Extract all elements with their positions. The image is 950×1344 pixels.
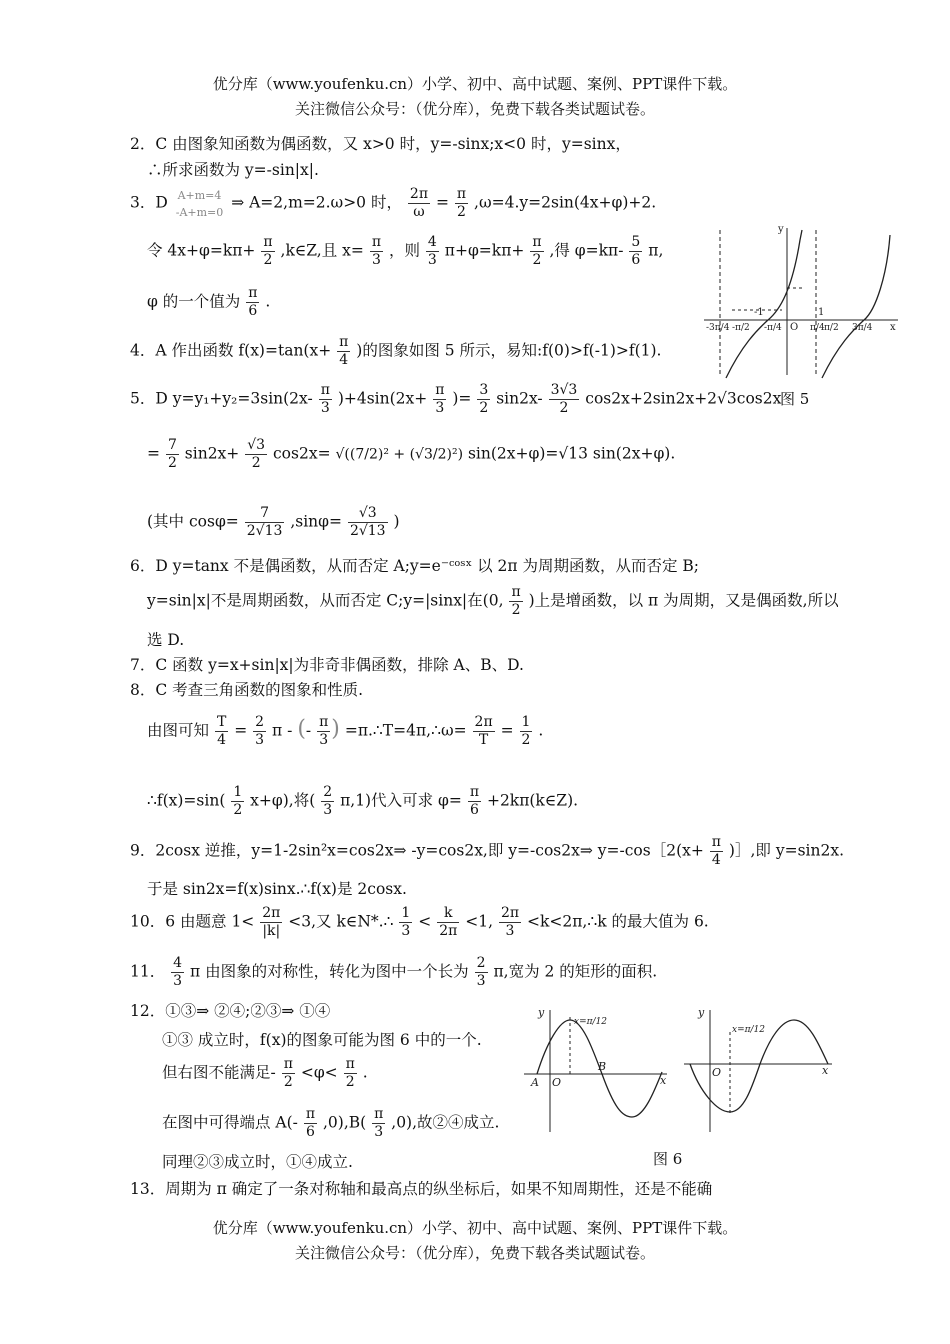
fraction: $\frac{2\pi}{\omega}$ <box>409 186 429 220</box>
figure-6-left-graph <box>522 1002 672 1137</box>
fraction: $\frac{√3}{2}$ <box>247 437 266 471</box>
fraction: $\frac{\pi}{2}$ <box>283 1056 293 1090</box>
fraction: $\frac{1}{2}$ <box>521 714 531 748</box>
answer-7: 7．C 函数 y=x+sin|x|为非奇非偶函数，排除 A、B、D. <box>130 656 524 674</box>
figure-6-right-graph <box>682 1002 837 1137</box>
fraction: $\frac{\pi}{2}$ <box>263 234 273 268</box>
answer-10: 10．6 由题意 1< $\frac{2\pi}{|k|}$ <3,又 k∈N*.∴ $\frac{1}{3}$ < $\frac{k}{2\pi}$ <1, $\frac{2\pi}{3}$ <k<2π,∴k 的最大值为 6. <box>130 905 709 939</box>
fraction: $\frac{4}{3}$ <box>173 955 183 989</box>
fraction: $\frac{\pi}{3}$ <box>374 1106 384 1140</box>
fraction: $\frac{\pi}{3}$ <box>319 714 329 748</box>
answer-9-line-2: 于是 sin2x=f(x)sinx.∴f(x)是 2cosx. <box>147 880 407 898</box>
fraction: $\frac{\pi}{2}$ <box>511 584 521 618</box>
tick-minus-pi4: -π/4 <box>764 323 782 333</box>
fraction: $\frac{\pi}{3}$ <box>371 234 382 268</box>
fraction: $\frac{\pi}{2}$ <box>532 234 542 268</box>
x-axis-label: x <box>822 1064 829 1077</box>
tick-pi2: π/2 <box>824 323 839 333</box>
answer-12-line-5: 同理②③成立时，①④成立. <box>162 1153 353 1171</box>
tick-pi4: π/4 <box>810 323 825 333</box>
answer-8-line-3: ∴f(x)=sin( $\frac{1}{2}$ x+φ),将( $\frac{2}{3}$ π,1)代入可求 φ= $\frac{\pi}{6}$ +2kπ(k∈Z). <box>147 784 579 818</box>
fraction: $\frac{2}{3}$ <box>476 955 486 989</box>
y-axis-label: y <box>698 1006 705 1019</box>
fraction: $\frac{5}{6}$ <box>631 234 641 268</box>
fraction: $\frac{2}{3}$ <box>323 784 333 818</box>
figure-6-caption: 图 6 <box>653 1150 683 1168</box>
fraction: $\frac{T}{4}$ <box>216 714 227 748</box>
tick-3pi4: 3π/4 <box>852 323 873 333</box>
y-axis-label: y <box>778 224 784 235</box>
fraction: $\frac{3}{2}$ <box>479 382 489 416</box>
fraction: $\frac{\pi}{3}$ <box>320 382 330 416</box>
fraction: $\frac{1}{2}$ <box>233 784 243 818</box>
fraction: $\frac{2\pi}{3}$ <box>500 905 520 939</box>
tick-minus-3pi4: -3π/4 <box>706 323 730 333</box>
fraction: $\frac{2\pi}{T}$ <box>474 714 493 748</box>
answer-3-line-3: φ 的一个值为 $\frac{\pi}{6}$ . <box>147 285 271 319</box>
symmetry-line-label: x=π/12 <box>732 1025 766 1035</box>
answer-12-line-2: ①③ 成立时，f(x)的图象可能为图 6 中的一个. <box>162 1031 482 1049</box>
footer-line-2: 关注微信公众号：（优分库），免费下载各类试题试卷。 <box>294 1244 655 1262</box>
fraction: $\frac{k}{2\pi}$ <box>439 905 458 939</box>
fraction: $\frac{\pi}{6}$ <box>305 1106 316 1140</box>
answer-12-line-1: 12．①③⇒ ②④;②③⇒ ①④ <box>130 1002 331 1020</box>
answer-2-line-1: 2．C 由图象知函数为偶函数，又 x>0 时，y=-sinx;x<0 时，y=sinx， <box>130 135 631 153</box>
fraction: $\frac{√3}{2√13}$ <box>349 505 386 539</box>
answer-2-line-2: ∴所求函数为 y=-sin|x|. <box>147 161 319 179</box>
x-axis-label: x <box>890 322 896 333</box>
footer-line-1: 优分库（www.youfenku.cn）小学、初中、高中试题、案例、PPT课件下载。 <box>212 1219 738 1237</box>
answer-8: 8．C 考查三角函数的图象和性质. <box>130 681 364 699</box>
fraction: $\frac{\pi}{2}$ <box>345 1056 355 1090</box>
figure-5-caption: 图 5 <box>780 390 810 408</box>
answer-6-line-1: 6．D y=tanx 不是偶函数，从而否定 A;y=e⁻ᶜᵒˢˣ 以 2π 为周期函数，从而否定 B; <box>130 557 700 575</box>
header-line-1: 优分库（www.youfenku.cn）小学、初中、高中试题、案例、PPT课件下载。 <box>212 75 738 93</box>
fraction: $\frac{4}{3}$ <box>427 234 437 268</box>
answer-13: 13．周期为 π 确定了一条对称轴和最高点的纵坐标后，如果不知周期性，还是不能确 <box>130 1180 713 1198</box>
answer-5-line-1: 5．D y=y₁+y₂=3sin(2x- $\frac{\pi}{3}$ )+4sin(2x+ $\frac{\pi}{3}$ )= $\frac{3}{2}$ sin2x- $\frac{3√3}{2}$ cos2x+2sin2x+2√3cos2x <box>130 382 782 416</box>
origin-label: O <box>790 322 799 333</box>
fraction: $\frac{\pi}{4}$ <box>711 834 721 868</box>
header-line-2: 关注微信公众号：（优分库），免费下载各类试题试卷。 <box>294 100 655 118</box>
answer-4: 4．A 作出函数 f(x)=tan(x+ $\frac{\pi}{4}$ )的图象如图 5 所示，易知:f(0)>f(-1)>f(1). <box>130 334 662 368</box>
answer-12-line-3: 但右图不能满足- $\frac{\pi}{2}$ <φ< $\frac{\pi}{2}$ . <box>162 1056 368 1090</box>
tick-minus-pi2: -π/2 <box>732 323 750 333</box>
fraction: $\frac{\pi}{2}$ <box>456 186 467 220</box>
fraction: $\frac{2}{3}$ <box>255 714 265 748</box>
y-axis-label: y <box>538 1006 545 1019</box>
page-footer <box>0 1216 950 1266</box>
answer-5-line-3: (其中 cosφ= $\frac{7}{2√13}$ ,sinφ= $\frac{√3}{2√13}$ ) <box>147 505 400 539</box>
square-root-expression: √((7/2)² + (√3/2)²) <box>335 446 464 463</box>
figure-5-graph <box>702 220 902 380</box>
answer-11: 11． $\frac{4}{3}$ π 由图象的对称性，转化为图中一个长为 $\frac{2}{3}$ π,宽为 2 的矩形的面积. <box>130 955 658 989</box>
fraction: $\frac{7}{2}$ <box>167 437 177 471</box>
answer-12-line-4: 在图中可得端点 A(- $\frac{\pi}{6}$ ,0),B( $\frac{\pi}{3}$ ,0),故②④成立. <box>162 1106 500 1140</box>
fraction: $\frac{\pi}{6}$ <box>248 285 258 319</box>
answer-3-line-1: 3．D A+m=4 -A+m=0 ⇒ A=2,m=2.ω>0 时， $\frac{2\pi}{\omega}$ = $\frac{\pi}{2}$ ,ω=4.y=2sin(4x+φ)+2. <box>130 186 657 220</box>
origin-label: O <box>552 1076 562 1089</box>
fraction: $\frac{7}{2√13}$ <box>246 505 283 539</box>
answer-6-line-2: y=sin|x|不是周期函数，从而否定 C;y=|sinx|在(0, $\frac{\pi}{2}$ )上是增函数，以 π 为周期，又是偶函数,所以 <box>147 584 839 618</box>
fraction: $\frac{\pi}{3}$ <box>435 382 445 416</box>
fraction: $\frac{\pi}{4}$ <box>339 334 349 368</box>
equation-system: A+m=4 -A+m=0 <box>175 188 224 219</box>
point-b-label: B <box>598 1060 607 1073</box>
label-minus-1: -1 <box>754 307 764 318</box>
x-axis-label: x <box>660 1074 667 1087</box>
answer-9: 9．2cosx 逆推，y=1-2sin²x=cos2x⇒ -y=cos2x,即 y=-cos2x⇒ y=-cos［2(x+ $\frac{\pi}{4}$ )］,即 y=sin2x. <box>130 834 844 868</box>
symmetry-line-label: x=π/12 <box>574 1017 608 1027</box>
label-1: 1 <box>818 307 825 318</box>
answer-5-line-2: = $\frac{7}{2}$ sin2x+ $\frac{√3}{2}$ cos2x= √((7/2)² + (√3/2)²) sin(2x+φ)=√13 sin(2x+φ). <box>147 437 676 471</box>
fraction: $\frac{2\pi}{|k|}$ <box>262 905 281 939</box>
tan-branch-2 <box>822 235 890 378</box>
answer-8-line-2: 由图可知 $\frac{T}{4}$ = $\frac{2}{3}$ π - (- $\frac{\pi}{3}$ ) =π.∴T=4π,∴ω= $\frac{2\pi}{T}$ = $\frac{1}{2}$ . <box>147 714 544 748</box>
answer-3-line-2: 令 4x+φ=kπ+ $\frac{\pi}{2}$ ,k∈Z,且 x= $\frac{\pi}{3}$ ，则 $\frac{4}{3}$ π+φ=kπ+ $\frac{\pi}{2}$ ,得 φ=kπ- $\frac{5}{6}$ π, <box>147 234 664 268</box>
origin-label: O <box>712 1066 722 1079</box>
fraction: $\frac{1}{3}$ <box>401 905 411 939</box>
point-a-label: A <box>531 1076 539 1089</box>
fraction: $\frac{3√3}{2}$ <box>550 382 578 416</box>
page-header <box>0 72 950 122</box>
fraction: $\frac{\pi}{6}$ <box>469 784 480 818</box>
tan-branch-1 <box>726 230 802 378</box>
answer-6-line-3: 选 D. <box>147 631 185 649</box>
